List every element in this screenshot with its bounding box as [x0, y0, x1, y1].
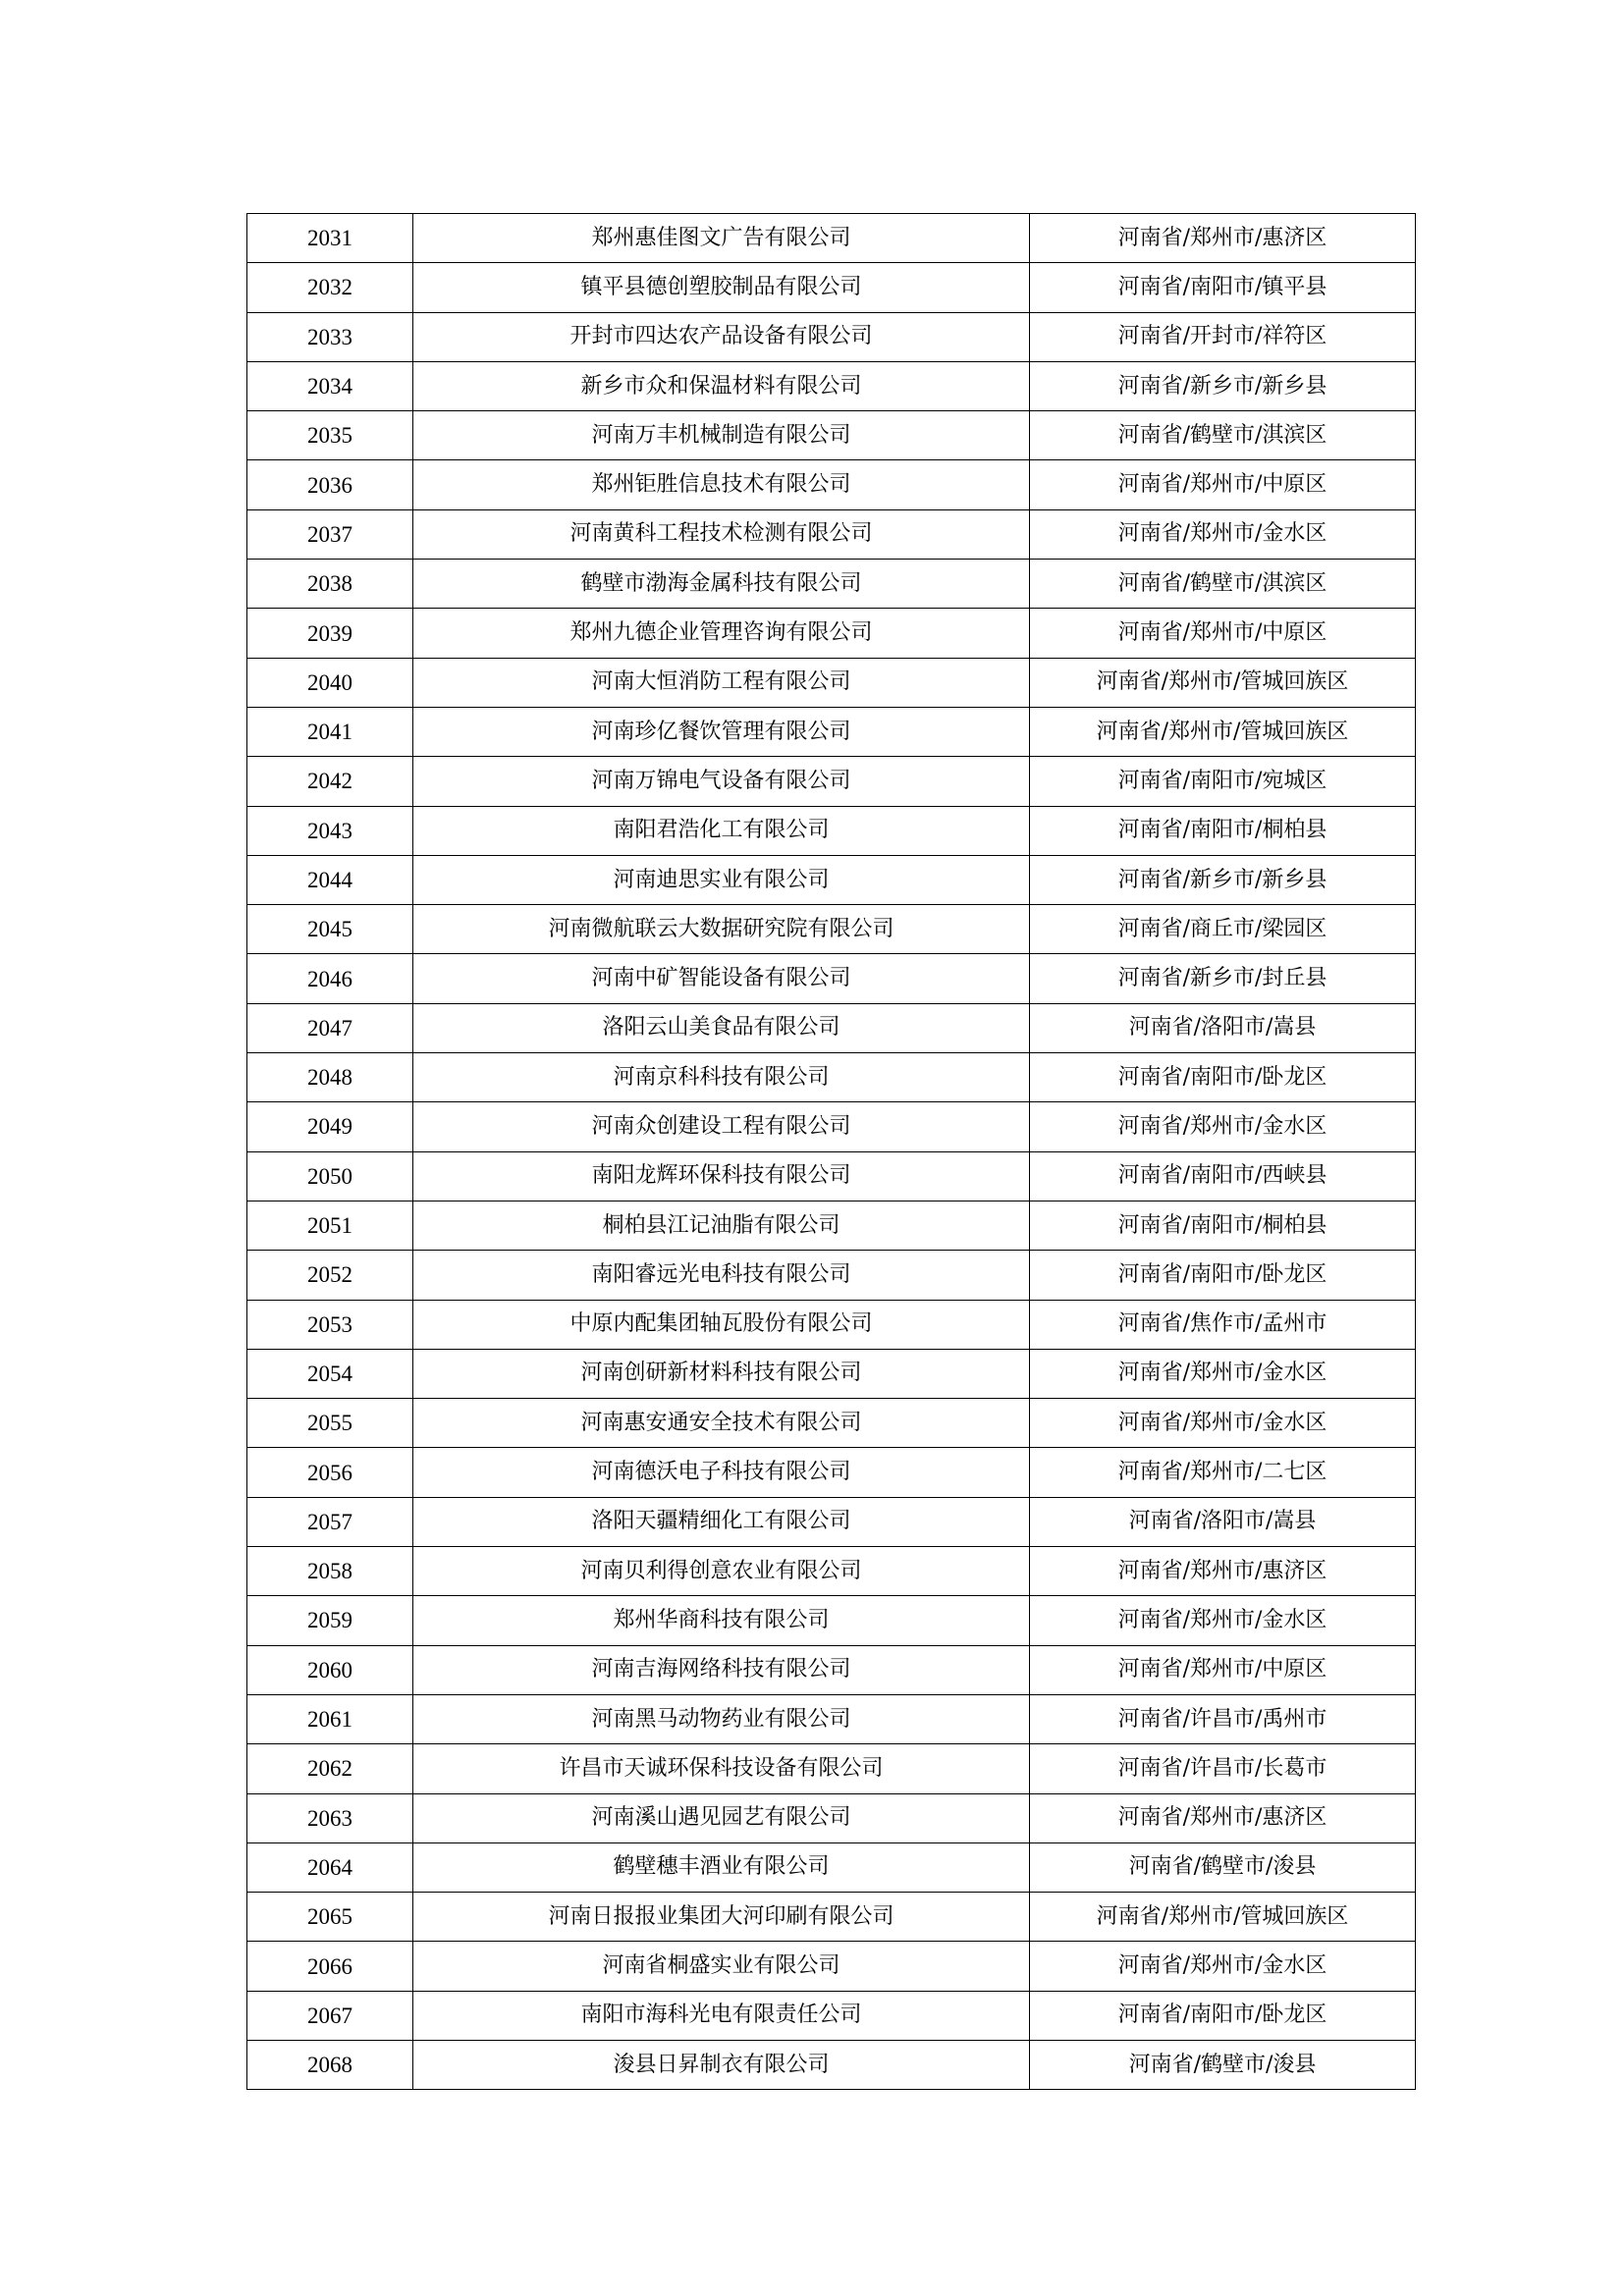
- company-name-cell: 河南大恒消防工程有限公司: [413, 658, 1030, 707]
- company-name-cell: 河南万丰机械制造有限公司: [413, 411, 1030, 460]
- company-name-cell: 新乡市众和保温材料有限公司: [413, 361, 1030, 410]
- table-row: [247, 1596, 1416, 1645]
- row-number-cell: 2062: [247, 1744, 413, 1793]
- region-cell: 河南省/郑州市/金水区: [1030, 1102, 1416, 1151]
- company-name-cell: 河南创研新材料科技有限公司: [413, 1349, 1030, 1398]
- region-cell: 河南省/郑州市/金水区: [1030, 1942, 1416, 1991]
- region-cell: 河南省/新乡市/新乡县: [1030, 361, 1416, 410]
- table-row: [247, 560, 1416, 609]
- row-number-cell: 2048: [247, 1053, 413, 1102]
- region-cell: 河南省/郑州市/管城回族区: [1030, 707, 1416, 756]
- table-row: [247, 609, 1416, 658]
- row-number-cell: 2032: [247, 263, 413, 312]
- row-number-cell: 2054: [247, 1349, 413, 1398]
- table-row: [247, 361, 1416, 410]
- company-name-cell: 南阳市海科光电有限责任公司: [413, 1991, 1030, 2040]
- row-number-cell: 2040: [247, 658, 413, 707]
- row-number-cell: 2060: [247, 1645, 413, 1694]
- region-cell: 河南省/焦作市/孟州市: [1030, 1300, 1416, 1349]
- row-number-cell: 2052: [247, 1251, 413, 1300]
- table-row: [247, 1399, 1416, 1448]
- company-name-cell: 南阳睿远光电科技有限公司: [413, 1251, 1030, 1300]
- region-cell: 河南省/南阳市/西峡县: [1030, 1151, 1416, 1201]
- row-number-cell: 2051: [247, 1201, 413, 1250]
- region-cell: 河南省/南阳市/卧龙区: [1030, 1053, 1416, 1102]
- region-cell: 河南省/郑州市/金水区: [1030, 1399, 1416, 1448]
- company-name-cell: 河南迪思实业有限公司: [413, 855, 1030, 904]
- row-number-cell: 2047: [247, 1003, 413, 1052]
- table-row: [247, 954, 1416, 1003]
- row-number-cell: 2041: [247, 707, 413, 756]
- company-name-cell: 浚县日昇制衣有限公司: [413, 2040, 1030, 2089]
- company-name-cell: 河南众创建设工程有限公司: [413, 1102, 1030, 1151]
- table-row: [247, 707, 1416, 756]
- table-body: [247, 214, 1416, 2090]
- region-cell: 河南省/南阳市/卧龙区: [1030, 1251, 1416, 1300]
- row-number-cell: 2050: [247, 1151, 413, 1201]
- region-cell: 河南省/新乡市/新乡县: [1030, 855, 1416, 904]
- row-number-cell: 2046: [247, 954, 413, 1003]
- row-number-cell: 2049: [247, 1102, 413, 1151]
- table-row: [247, 1349, 1416, 1398]
- company-name-cell: 河南贝利得创意农业有限公司: [413, 1547, 1030, 1596]
- table-row: [247, 411, 1416, 460]
- company-name-cell: 许昌市天诚环保科技设备有限公司: [413, 1744, 1030, 1793]
- table-row: [247, 1942, 1416, 1991]
- table-row: [247, 312, 1416, 361]
- table-row: [247, 214, 1416, 263]
- row-number-cell: 2058: [247, 1547, 413, 1596]
- company-name-cell: 河南黄科工程技术检测有限公司: [413, 509, 1030, 559]
- table-row: [247, 1645, 1416, 1694]
- table-row: [247, 1842, 1416, 1892]
- table-row: [247, 1744, 1416, 1793]
- company-name-cell: 河南京科科技有限公司: [413, 1053, 1030, 1102]
- region-cell: 河南省/郑州市/金水区: [1030, 1349, 1416, 1398]
- row-number-cell: 2044: [247, 855, 413, 904]
- row-number-cell: 2064: [247, 1842, 413, 1892]
- row-number-cell: 2067: [247, 1991, 413, 2040]
- row-number-cell: 2057: [247, 1497, 413, 1546]
- company-name-cell: 河南黑马动物药业有限公司: [413, 1694, 1030, 1743]
- region-cell: 河南省/许昌市/长葛市: [1030, 1744, 1416, 1793]
- region-cell: 河南省/郑州市/二七区: [1030, 1448, 1416, 1497]
- region-cell: 河南省/洛阳市/嵩县: [1030, 1497, 1416, 1546]
- company-name-cell: 河南日报报业集团大河印刷有限公司: [413, 1893, 1030, 1942]
- row-number-cell: 2056: [247, 1448, 413, 1497]
- table-row: [247, 1694, 1416, 1743]
- company-name-cell: 河南惠安通安全技术有限公司: [413, 1399, 1030, 1448]
- row-number-cell: 2037: [247, 509, 413, 559]
- region-cell: 河南省/鹤壁市/浚县: [1030, 2040, 1416, 2089]
- region-cell: 河南省/郑州市/管城回族区: [1030, 1893, 1416, 1942]
- row-number-cell: 2055: [247, 1399, 413, 1448]
- company-name-cell: 洛阳云山美食品有限公司: [413, 1003, 1030, 1052]
- region-cell: 河南省/许昌市/禹州市: [1030, 1694, 1416, 1743]
- company-name-cell: 南阳龙辉环保科技有限公司: [413, 1151, 1030, 1201]
- table-row: [247, 757, 1416, 806]
- table-row: [247, 460, 1416, 509]
- row-number-cell: 2043: [247, 806, 413, 855]
- region-cell: 河南省/南阳市/镇平县: [1030, 263, 1416, 312]
- row-number-cell: 2053: [247, 1300, 413, 1349]
- region-cell: 河南省/鹤壁市/淇滨区: [1030, 411, 1416, 460]
- row-number-cell: 2042: [247, 757, 413, 806]
- region-cell: 河南省/郑州市/惠济区: [1030, 1793, 1416, 1842]
- company-name-cell: 中原内配集团轴瓦股份有限公司: [413, 1300, 1030, 1349]
- table-row: [247, 905, 1416, 954]
- table-row: [247, 1151, 1416, 1201]
- company-name-cell: 河南万锦电气设备有限公司: [413, 757, 1030, 806]
- row-number-cell: 2031: [247, 214, 413, 263]
- table-row: [247, 1201, 1416, 1250]
- company-name-cell: 郑州钜胜信息技术有限公司: [413, 460, 1030, 509]
- table-row: [247, 1102, 1416, 1151]
- table-row: [247, 1448, 1416, 1497]
- company-name-cell: 河南德沃电子科技有限公司: [413, 1448, 1030, 1497]
- table-row: [247, 855, 1416, 904]
- row-number-cell: 2061: [247, 1694, 413, 1743]
- company-name-cell: 河南省桐盛实业有限公司: [413, 1942, 1030, 1991]
- region-cell: 河南省/郑州市/惠济区: [1030, 214, 1416, 263]
- table-row: [247, 2040, 1416, 2089]
- row-number-cell: 2045: [247, 905, 413, 954]
- row-number-cell: 2068: [247, 2040, 413, 2089]
- row-number-cell: 2034: [247, 361, 413, 410]
- company-name-cell: 鹤壁穗丰酒业有限公司: [413, 1842, 1030, 1892]
- table-row: [247, 1793, 1416, 1842]
- table-row: [247, 263, 1416, 312]
- table-row: [247, 658, 1416, 707]
- table-row: [247, 509, 1416, 559]
- region-cell: 河南省/洛阳市/嵩县: [1030, 1003, 1416, 1052]
- company-name-cell: 镇平县德创塑胶制品有限公司: [413, 263, 1030, 312]
- region-cell: 河南省/郑州市/中原区: [1030, 1645, 1416, 1694]
- row-number-cell: 2065: [247, 1893, 413, 1942]
- company-name-cell: 开封市四达农产品设备有限公司: [413, 312, 1030, 361]
- row-number-cell: 2036: [247, 460, 413, 509]
- region-cell: 河南省/鹤壁市/浚县: [1030, 1842, 1416, 1892]
- region-cell: 河南省/新乡市/封丘县: [1030, 954, 1416, 1003]
- region-cell: 河南省/鹤壁市/淇滨区: [1030, 560, 1416, 609]
- company-name-cell: 郑州九德企业管理咨询有限公司: [413, 609, 1030, 658]
- company-name-cell: 洛阳天疆精细化工有限公司: [413, 1497, 1030, 1546]
- table-row: [247, 1547, 1416, 1596]
- row-number-cell: 2039: [247, 609, 413, 658]
- table-row: [247, 1497, 1416, 1546]
- company-name-cell: 郑州华商科技有限公司: [413, 1596, 1030, 1645]
- row-number-cell: 2063: [247, 1793, 413, 1842]
- company-name-cell: 河南中矿智能设备有限公司: [413, 954, 1030, 1003]
- region-cell: 河南省/郑州市/中原区: [1030, 609, 1416, 658]
- company-name-cell: 河南珍亿餐饮管理有限公司: [413, 707, 1030, 756]
- region-cell: 河南省/南阳市/卧龙区: [1030, 1991, 1416, 2040]
- table-row: [247, 1251, 1416, 1300]
- table-row: [247, 1003, 1416, 1052]
- region-cell: 河南省/郑州市/金水区: [1030, 509, 1416, 559]
- company-name-cell: 鹤壁市渤海金属科技有限公司: [413, 560, 1030, 609]
- company-name-cell: 南阳君浩化工有限公司: [413, 806, 1030, 855]
- company-table: [246, 213, 1416, 2090]
- company-name-cell: 河南吉海网络科技有限公司: [413, 1645, 1030, 1694]
- table-row: [247, 1893, 1416, 1942]
- table-row: [247, 1991, 1416, 2040]
- region-cell: 河南省/郑州市/管城回族区: [1030, 658, 1416, 707]
- region-cell: 河南省/郑州市/中原区: [1030, 460, 1416, 509]
- row-number-cell: 2059: [247, 1596, 413, 1645]
- company-name-cell: 桐柏县江记油脂有限公司: [413, 1201, 1030, 1250]
- row-number-cell: 2035: [247, 411, 413, 460]
- table-row: [247, 806, 1416, 855]
- table-row: [247, 1053, 1416, 1102]
- company-name-cell: 河南溪山遇见园艺有限公司: [413, 1793, 1030, 1842]
- company-name-cell: 河南微航联云大数据研究院有限公司: [413, 905, 1030, 954]
- region-cell: 河南省/郑州市/惠济区: [1030, 1547, 1416, 1596]
- row-number-cell: 2033: [247, 312, 413, 361]
- region-cell: 河南省/南阳市/桐柏县: [1030, 806, 1416, 855]
- row-number-cell: 2066: [247, 1942, 413, 1991]
- region-cell: 河南省/郑州市/金水区: [1030, 1596, 1416, 1645]
- region-cell: 河南省/商丘市/梁园区: [1030, 905, 1416, 954]
- region-cell: 河南省/开封市/祥符区: [1030, 312, 1416, 361]
- company-name-cell: 郑州惠佳图文广告有限公司: [413, 214, 1030, 263]
- region-cell: 河南省/南阳市/桐柏县: [1030, 1201, 1416, 1250]
- table-row: [247, 1300, 1416, 1349]
- region-cell: 河南省/南阳市/宛城区: [1030, 757, 1416, 806]
- row-number-cell: 2038: [247, 560, 413, 609]
